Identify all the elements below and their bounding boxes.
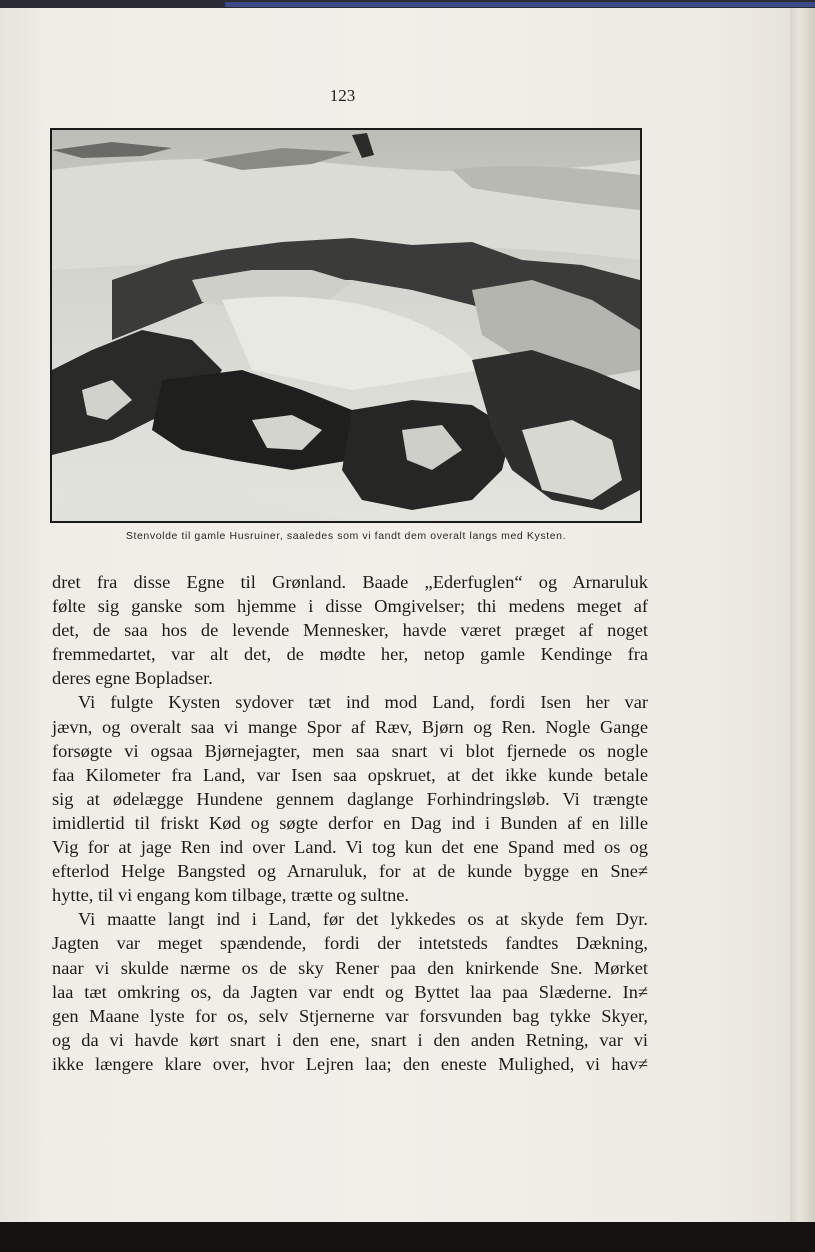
page-gutter <box>790 8 815 1222</box>
text-line: Vig for at jage Ren ind over Land. Vi tog kun det ene Spand med os og <box>52 837 648 858</box>
text-line: deres egne Bopladser. <box>52 668 213 689</box>
text-line: ikke længere klare over, hvor Lejren laa; den eneste Mulighed, vi hav≠ <box>52 1053 648 1074</box>
text-line: dret fra disse Egne til Grønland. Baade „Ederfuglen“ og Arnaruluk <box>52 572 648 592</box>
text-line: og da vi havde kørt snart i den ene, snart i den anden Retning, var vi <box>52 1029 648 1050</box>
text-line: følte sig ganske som hjemme i disse Omgivelser; thi medens meget af <box>52 596 648 617</box>
text-line: jævn, og overalt saa vi mange Spor af Ræv, Bjørn og Ren. Nogle Gange <box>52 716 648 737</box>
cover-edge <box>225 2 815 7</box>
paragraph-3 <box>52 907 648 1076</box>
text-line: laa tæt omkring os, da Jagten var endt og Byttet laa paa Slæderne. In≠ <box>52 981 648 1002</box>
text-line: faa Kilometer fra Land, var Isen saa opskruet, at det ikke kunde betale <box>52 764 648 785</box>
text-line: efterlod Helge Bangsted og Arnaruluk, for at de kunde bygge en Sne≠ <box>52 861 648 882</box>
landscape-photo <box>50 128 642 523</box>
body-text <box>52 570 648 1076</box>
text-line: sig at ødelægge Hundene gennem daglange Forhindringsløb. Vi trængte <box>52 788 648 809</box>
text-line: hytte, til vi engang kom tilbage, trætte og sultne. <box>52 885 410 906</box>
book-bottom-edge <box>0 1222 815 1252</box>
text-line: gen Maane lyste for os, selv Stjernerne var forsvunden bag tykke Skyer, <box>52 1005 648 1026</box>
text-line: fremmedartet, var alt det, de mødte her, netop gamle Kendinge fra <box>52 644 648 665</box>
text-line: Vi fulgte Kysten sydover tæt ind mod Land, fordi Isen her var <box>78 692 648 713</box>
paragraph-1 <box>52 570 648 690</box>
text-line: imidlertid til friskt Kød og søgte derfor en Dag ind i Bunden af en lille <box>52 812 648 833</box>
text-line: det, de saa hos de levende Mennesker, havde været præget af noget <box>52 620 648 641</box>
text-line: Vi maatte langt ind i Land, før det lykkedes os at skyde fem Dyr. <box>78 909 648 930</box>
text-line: forsøgte vi ogsaa Bjørnejagter, men saa snart vi blot fjernede os nogle <box>52 740 648 761</box>
snowy-rocky-landscape-icon <box>52 130 640 521</box>
photo-caption: Stenvolde til gamle Husruiner, saaledes som vi fandt dem overalt langs med Kysten. <box>125 530 567 542</box>
text-line: naar vi skulde nærme os de sky Rener paa den knirkende Sne. Mørket <box>52 957 648 978</box>
paragraph-2 <box>52 690 648 907</box>
text-line: Jagten var meget spændende, fordi der intetsteds fandtes Dækning, <box>52 933 648 954</box>
page-number: 123 <box>329 86 356 105</box>
